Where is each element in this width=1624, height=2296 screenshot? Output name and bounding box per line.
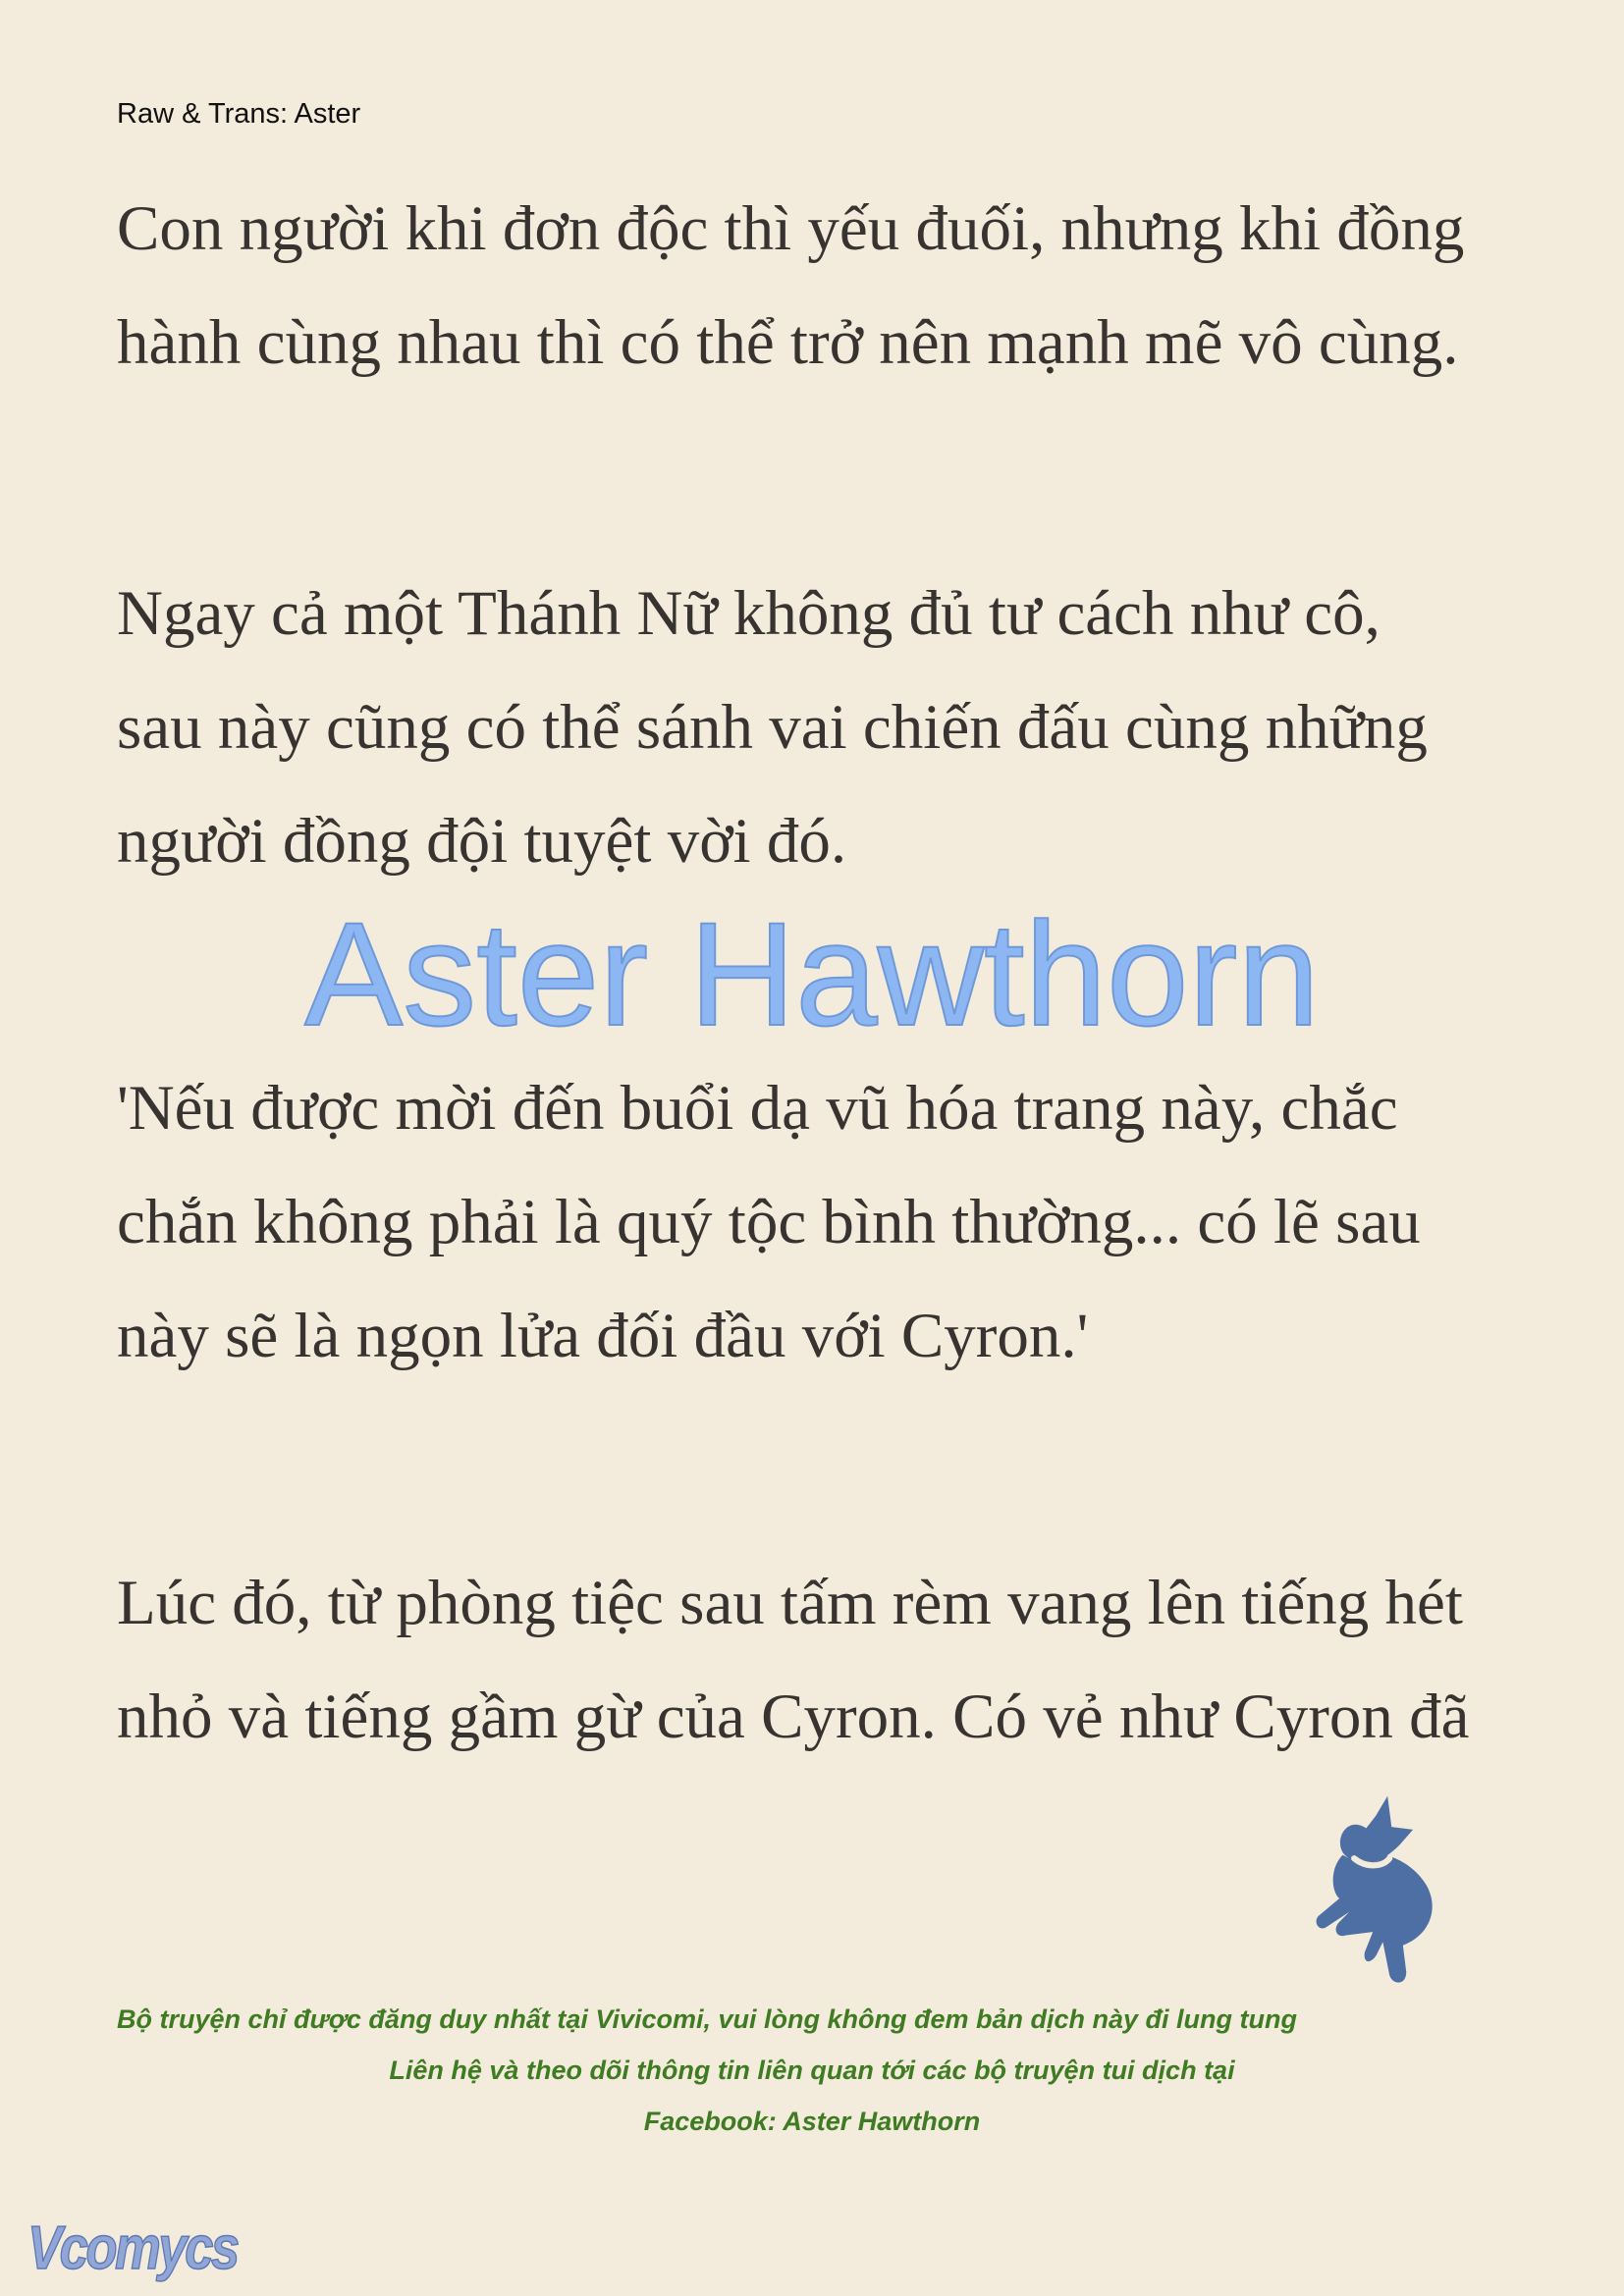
cat-silhouette-icon	[1306, 1775, 1453, 1989]
footer-facebook: Facebook: Aster Hawthorn	[643, 2107, 981, 2136]
text-line: nhỏ và tiếng gầm gừ của Cyron. Có vẻ như Cyron đã	[117, 1682, 1470, 1752]
text-line: này sẽ là ngọn lửa đối đầu với Cyron.'	[117, 1301, 1089, 1371]
text-line: sau này cũng có thể sánh vai chiến đấu cùng những	[117, 692, 1428, 763]
footer-contact: Liên hệ và theo dõi thông tin liên quan tới các bộ truyện tui dịch tại	[389, 2056, 1235, 2085]
watermark: Aster Hawthorn	[304, 891, 1320, 1056]
text-line: hành cùng nhau thì có thể trở nên mạnh mẽ vô cùng.	[117, 307, 1459, 378]
text-line: 'Nếu được mời đến buổi dạ vũ hóa trang này, chắc	[117, 1073, 1398, 1144]
text-line: Lúc đó, từ phòng tiệc sau tấm rèm vang lên tiếng hét	[117, 1568, 1463, 1638]
footer-notice: Bộ truyện chỉ được đăng duy nhất tại Vivicomi, vui lòng không đem bản dịch này đi lung tung	[117, 2004, 1297, 2034]
translator-credit: Raw & Trans: Aster	[117, 98, 361, 130]
text-line: Ngay cả một Thánh Nữ không đủ tư cách như cô,	[117, 578, 1380, 649]
vcomycs-logo: Vcomycs	[27, 2215, 238, 2282]
text-line: chắn không phải là quý tộc bình thường... có lẽ sau	[117, 1187, 1421, 1257]
text-line: Con người khi đơn độc thì yếu đuối, nhưng khi đồng	[117, 193, 1465, 264]
text-line: người đồng đội tuyệt vời đó.	[117, 806, 847, 877]
